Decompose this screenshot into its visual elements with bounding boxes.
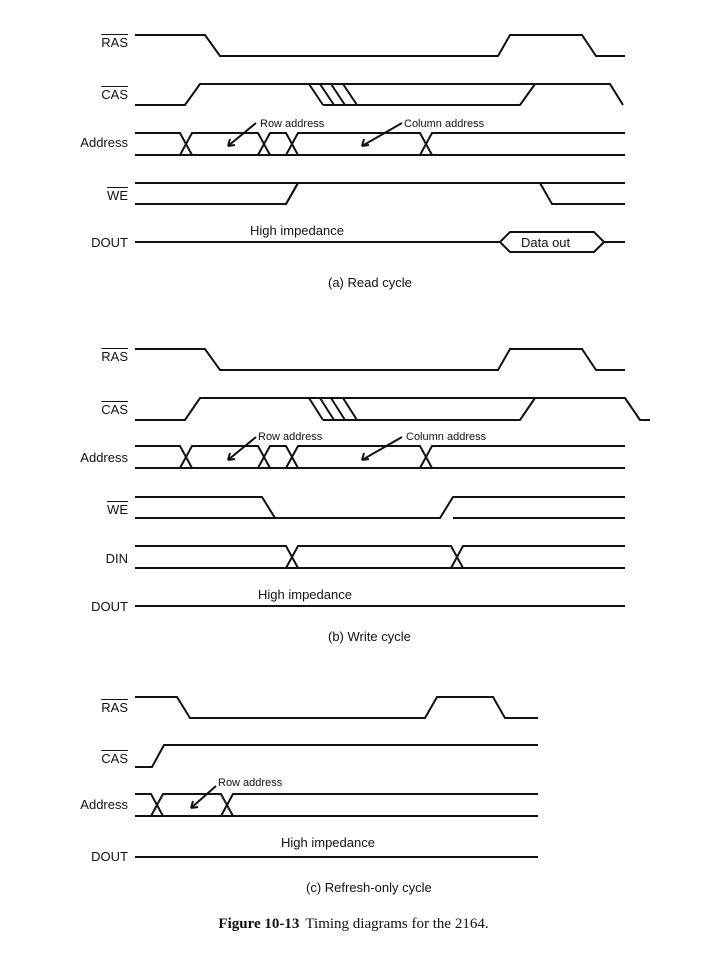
refresh-cas-wave — [135, 745, 538, 767]
write-cycle-waveforms — [135, 349, 650, 606]
write-cas-wave — [135, 398, 650, 420]
read-high-impedance: High impedance — [250, 223, 344, 238]
figure-caption — [0, 916, 707, 933]
refresh-cycle-caption: (c) Refresh-only cycle — [306, 880, 432, 895]
refresh-cas-label — [48, 752, 128, 766]
refresh-address-arrow — [191, 786, 216, 808]
refresh-row-address-annotation: Row address — [218, 777, 283, 789]
read-cycle-caption: (a) Read cycle — [328, 275, 412, 290]
read-cas-edge-4 — [343, 84, 357, 105]
read-address-label: Address — [80, 135, 128, 150]
read-we-edges — [135, 183, 625, 204]
read-cycle-waveforms — [135, 35, 625, 252]
refresh-ras-label — [48, 701, 128, 715]
write-ras-label — [48, 350, 128, 364]
refresh-cas-text: $\overline{CAS}$ — [101, 751, 128, 766]
read-cas-wave — [135, 84, 309, 105]
write-cas-label — [48, 403, 128, 417]
refresh-address-label: Address — [80, 797, 128, 812]
read-data-out-label: Data out — [521, 235, 571, 250]
read-we-label — [48, 189, 128, 203]
read-dout-label: DOUT — [91, 235, 128, 250]
write-column-address-annotation: Column address — [406, 431, 487, 443]
refresh-high-impedance: High impedance — [281, 835, 375, 850]
read-cas-label — [48, 88, 128, 102]
write-high-impedance: High impedance — [258, 587, 352, 602]
write-row-address-annotation: Row address — [258, 431, 323, 443]
write-ras-text: $\overline{RAS}$ — [101, 349, 128, 364]
refresh-ras-text: $\overline{RAS}$ — [101, 700, 128, 715]
read-ras-label — [48, 36, 128, 50]
write-ras-wave — [135, 349, 625, 370]
write-din-label: DIN — [105, 551, 128, 566]
read-cas-wave-low — [357, 84, 535, 105]
write-we-text: $\overline{WE}$ — [107, 502, 128, 517]
read-we-text: $\overline{WE}$ — [107, 188, 128, 203]
figure-caption-text: Timing diagrams for the 2164. — [305, 916, 489, 932]
refresh-dout-label: DOUT — [91, 849, 128, 864]
refresh-ras-wave — [135, 697, 538, 718]
write-dout-label: DOUT — [91, 599, 128, 614]
write-we-label — [48, 503, 128, 517]
read-ras-wave — [135, 35, 625, 56]
figure-number: Figure 10-13 — [218, 916, 300, 932]
read-column-address-annotation: Column address — [404, 118, 485, 130]
read-we-wave-low — [135, 183, 298, 204]
write-din-bus — [135, 546, 625, 568]
write-cas-text: $\overline{CAS}$ — [101, 402, 128, 417]
refresh-cycle-waveforms — [135, 697, 538, 857]
read-row-address-annotation: Row address — [260, 118, 325, 130]
write-cycle-caption: (b) Write cycle — [328, 629, 411, 644]
write-address-label: Address — [80, 450, 128, 465]
write-we-wave — [135, 497, 625, 518]
read-cas-text: $\overline{CAS}$ — [101, 87, 128, 102]
read-ras-text: $\overline{RAS}$ — [101, 35, 128, 50]
